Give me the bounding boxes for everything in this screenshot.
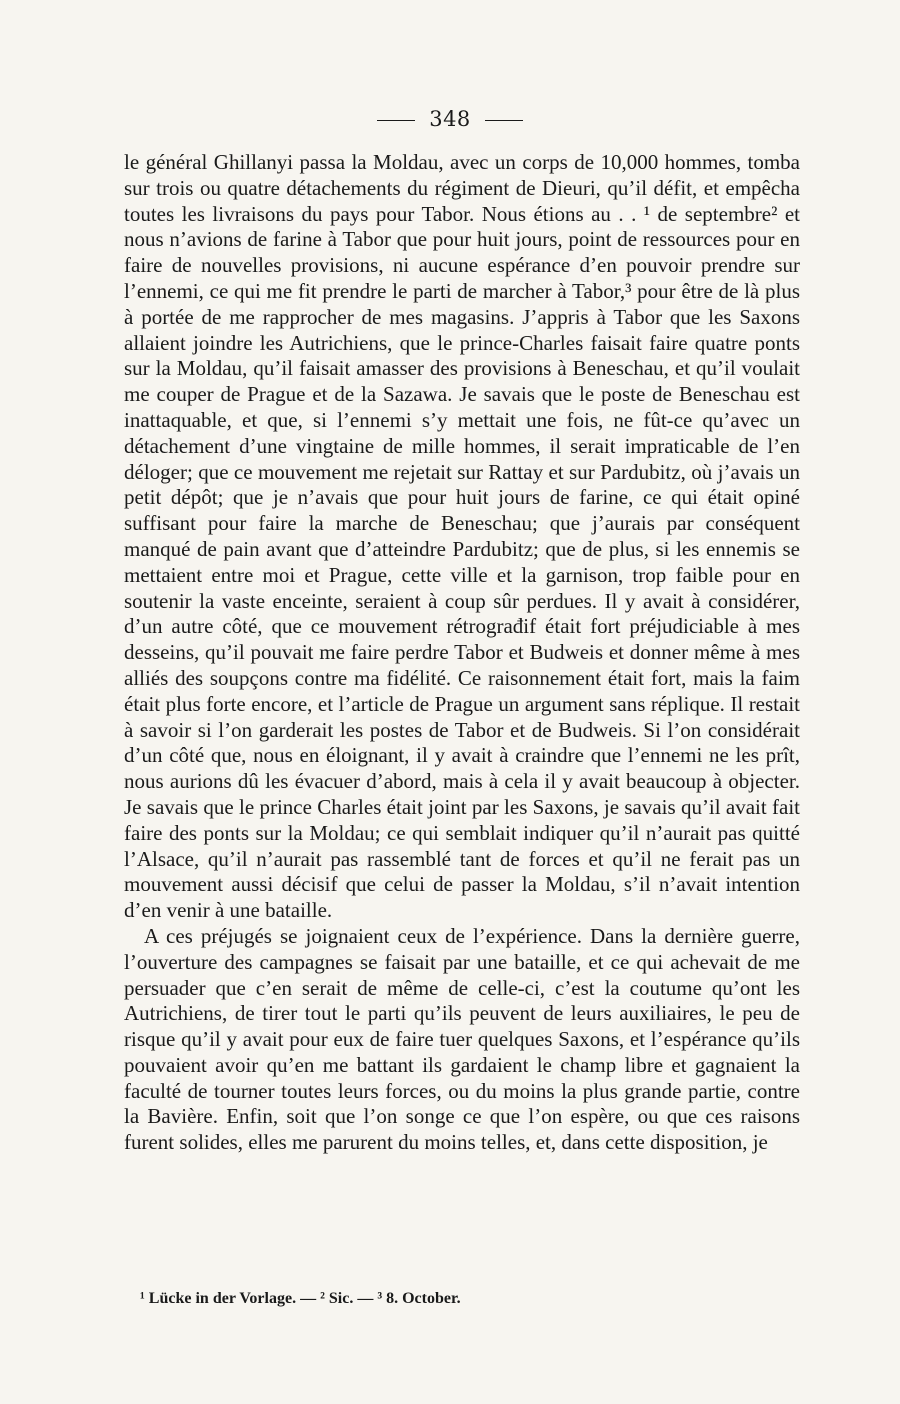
header-dash-left xyxy=(377,120,415,121)
paragraph-2: A ces préjugés se joignaient ceux de l’expérience. Dans la dernière guerre, l’ouverture des campagnes se faisait par une bataille, et ce qui achevait de me persuader que c’en serait de même de celle-ci, c’est la coutume qu’ont les Autrichiens, de tirer tout le parti qu’ils peuvent de leurs auxiliaires, le peu de risque qu’il y avait pour eux de faire tuer quelques Saxons, et l’espérance qu’ils pouvaient avoir qu’en me battant ils gardaient le champ libre et gagnaient la faculté de tourner toutes leurs forces, ou du moins la plus grande partie, contre la Bavière. Enfin, soit que l’on songe ce que l’on espère, ou que ces raisons furent solides, elles me parurent du moins telles, et, dans cette disposition, je xyxy=(124,923,800,1155)
footnotes: ¹ Lücke in der Vorlage. — ² Sic. — ³ 8. October. xyxy=(140,1290,461,1307)
body-text xyxy=(124,150,800,1156)
paragraph-1: le général Ghillanyi passa la Moldau, avec un corps de 10,000 hommes, tomba sur trois ou quatre détachements du régiment de Dieuri, qu’il défit, et empêcha toutes les livraisons du pays pour Tabor. Nous étions au . . ¹ de septembre² et nous n’avions de farine à Tabor que pour huit jours, point de ressources pour en faire de nouvelles provisions, ni aucune espérance d’en pouvoir prendre sur l’ennemi, ce qui me fit prendre le parti de marcher à Tabor,³ pour être de là plus à portée de me rapprocher de mes magasins. J’appris à Tabor que les Saxons allaient joindre les Autrichiens, que le prince-Charles faisait faire quatre ponts sur la Moldau, qu’il faisait amasser des provisions à Beneschau, et qu’il voulait me couper de Prague et de la Sazawa. Je savais que le poste de Beneschau est inattaquable, et que, si l’ennemi s’y mettait une fois, ne fût-ce qu’avec un détachement d’une vingtaine de mille hommes, il serait impraticable de l’en déloger; que ce mouvement me rejetait sur Rattay et sur Pardubitz, où j’avais un petit dépôt; que je n’avais que pour huit jours de farine, ce qui était opiné suffisant pour faire la marche de Beneschau; que j’aurais par conséquent manqué de pain avant que d’atteindre Pardubitz; que de plus, si les ennemis se mettaient entre moi et Prague, cette ville et la garnison, trop faible pour en soutenir la vaste enceinte, seraient à coup sûr perdues. Il y avait à considérer, d’un autre côté, que ce mouvement rétrograđif était fort préjudiciable à mes desseins, qu’il pouvait me faire perdre Tabor et Budweis et donner même à mes alliés des soupçons contre ma fidélité. Ce raisonnement était fort, mais la faim était plus forte encore, et l’article de Prague un argument sans réplique. Il restait à savoir si l’on garderait les postes de Tabor et de Budweis. Si l’on considérait d’un côté que, nous en éloignant, il y avait à craindre que l’ennemi ne les prît, nous aurions dû les évacuer d’abord, mais à cela il y avait beaucoup à objecter. Je savais que le prince Charles était joint par les Saxons, je savais qu’il avait fait faire des ponts sur la Moldau; ce qui semblait indiquer qu’il n’aurait pas quitté l’Alsace, qu’il n’aurait pas rassemblé tant de forces et qu’il ne ferait pas un mouvement aussi décisif que celui de passer la Moldau, s’il n’avait intention d’en venir à une bataille. xyxy=(124,150,800,923)
header-dash-right xyxy=(485,120,523,121)
page-number: 348 xyxy=(429,107,471,131)
page-header xyxy=(0,104,900,134)
